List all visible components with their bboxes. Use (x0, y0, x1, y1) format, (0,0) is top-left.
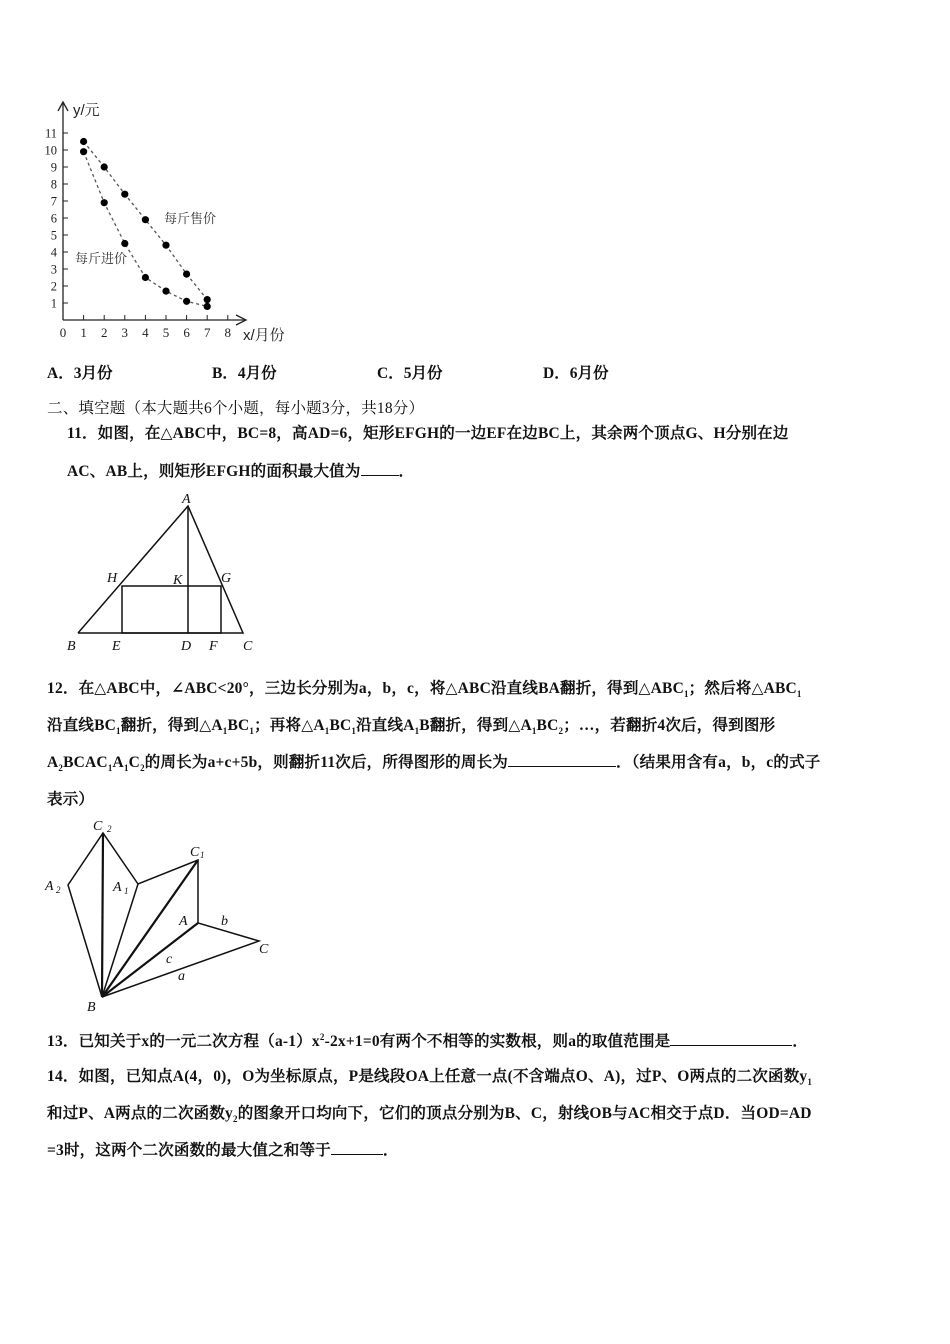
svg-text:C: C (259, 942, 269, 957)
q12-answer-blank (508, 752, 616, 767)
q11-triangle-figure (55, 490, 270, 660)
svg-text:C: C (190, 845, 200, 860)
svg-text:E: E (112, 639, 121, 654)
svg-text:7: 7 (50, 194, 57, 209)
q14-line2: 和过P、A两点的二次函数$y_2$的图象开口均向下，它们的顶点分别为B、C，射线OB与AC相交于点D．当OD=AD (47, 1105, 812, 1125)
option-a: A．3月份 (47, 365, 113, 382)
svg-text:C: C (243, 639, 253, 654)
svg-text:1: 1 (200, 850, 205, 860)
svg-text:3: 3 (50, 262, 57, 277)
series-label-sale: 每斤售价 (164, 211, 217, 226)
q12-line3: $A_2BCAC_1A_1C_2$的周长为a+c+5b，则翻折11次后，所得图形的周长为 ．（结果用含有a，b，c的式子 (47, 754, 821, 774)
svg-text:4: 4 (142, 325, 149, 340)
svg-text:A: A (113, 880, 122, 895)
svg-text:6: 6 (50, 211, 57, 226)
x-axis-label: x/月份 (243, 327, 285, 344)
price-chart-svg (30, 95, 310, 350)
q14-answer-blank (331, 1140, 383, 1155)
price-chart (30, 95, 310, 350)
svg-text:3: 3 (121, 325, 129, 340)
svg-text:A: A (182, 492, 191, 507)
svg-text:1: 1 (124, 886, 129, 896)
svg-text:D: D (181, 639, 192, 654)
svg-text:2: 2 (50, 279, 57, 294)
option-d: D．6月份 (543, 365, 609, 382)
svg-text:5: 5 (50, 228, 57, 243)
svg-text:9: 9 (50, 160, 57, 175)
svg-text:4: 4 (50, 245, 57, 260)
svg-text:1: 1 (80, 325, 87, 340)
q11-line1: 11．如图，在△ABC中，BC=8，高AD=6，矩形EFGH的一边EF在边BC上，其余两个顶点G、H分别在边 (67, 425, 789, 442)
q12-fold-figure (35, 810, 285, 1015)
svg-text:B: B (67, 639, 76, 654)
svg-text:a: a (178, 969, 185, 984)
svg-text:c: c (166, 952, 173, 967)
svg-text:10: 10 (44, 143, 57, 158)
svg-text:7: 7 (203, 325, 211, 340)
q11-line2: AC、AB上，则矩形EFGH的面积最大值为 ． (67, 463, 415, 480)
svg-text:8: 8 (50, 177, 57, 192)
y-axis-label: y/元 (73, 102, 100, 119)
option-c: C．5月份 (377, 365, 443, 382)
option-b: B．4月份 (212, 365, 277, 382)
svg-text:F: F (209, 639, 218, 654)
series-label-cost: 每斤进价 (75, 251, 128, 266)
q11-answer-blank (361, 461, 399, 476)
svg-text:A: A (179, 914, 188, 929)
svg-text:2: 2 (56, 885, 61, 895)
q12-line1: 12．在△ABC中，∠ABC<20°，三边长分别为a，b，c，将△ABC沿直线BA翻折，得到$\triangle ABC_1$；然后将$\triangle ABC_1$ (47, 680, 802, 700)
svg-text:5: 5 (162, 325, 170, 340)
svg-text:b: b (221, 914, 228, 929)
q12-line4: 表示） (47, 791, 95, 808)
q14-line1: 14．如图，已知点A(4，0)，O为坐标原点，P是线段OA上任意一点(不含端点O、A)，过P、O两点的二次函数$y_1$ (47, 1068, 813, 1088)
svg-text:G: G (221, 571, 232, 586)
q13-line: 13．已知关于x的一元二次方程$(a-1)x^2-2x+1=0$有两个不相等的实数根，则a的取值范围是 ． (47, 1031, 809, 1050)
svg-text:1: 1 (50, 296, 57, 311)
svg-text:2: 2 (100, 325, 108, 340)
svg-text:K: K (173, 573, 183, 588)
svg-text:0: 0 (59, 325, 67, 340)
section-heading: 二、填空题（本大题共6个小题，每小题3分，共18分） (47, 400, 425, 417)
svg-text:6: 6 (183, 325, 190, 340)
svg-text:11: 11 (44, 126, 57, 141)
svg-text:C: C (93, 819, 103, 834)
q14-line3: =3时，这两个二次函数的最大值之和等于 ． (47, 1142, 399, 1159)
svg-text:8: 8 (224, 325, 232, 340)
svg-text:A: A (45, 879, 54, 894)
svg-text:H: H (107, 571, 118, 586)
svg-text:2: 2 (107, 824, 112, 834)
q12-line2: 沿直线$BC_1$翻折，得到$\triangle A_1BC_1$；再将$\triangle A_1BC_1$沿直线$A_1B$翻折，得到$\triangle A_1BC_2$；…，若翻折4次后，得到图形 (47, 717, 776, 737)
svg-text:B: B (87, 1000, 96, 1015)
q13-answer-blank (670, 1031, 792, 1046)
